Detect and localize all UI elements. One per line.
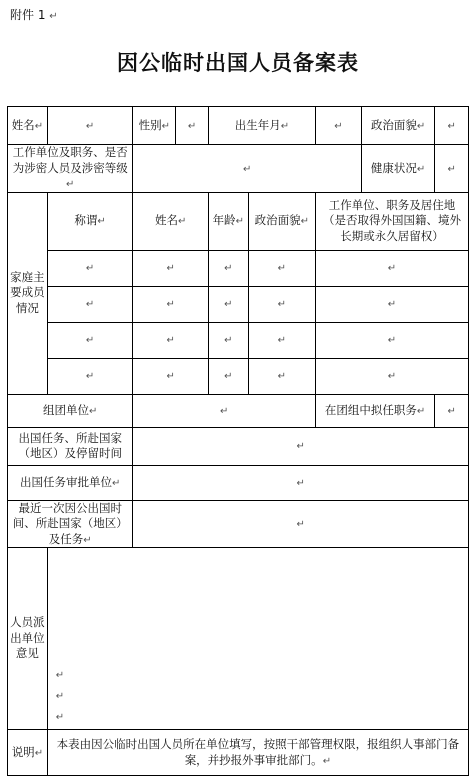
family-cell[interactable]: ↵ <box>47 322 133 358</box>
family-cell[interactable]: ↵ <box>208 250 248 286</box>
family-row <box>8 286 469 322</box>
group-unit-label: 组团单位↵ <box>8 394 133 427</box>
group-position-label: 在团组中拟任职务↵ <box>315 394 434 427</box>
family-cell[interactable]: ↵ <box>248 322 315 358</box>
opinion-field[interactable]: ↵ ↵ ↵ <box>47 548 468 730</box>
gender-label: 性别↵ <box>133 107 176 145</box>
attachment-label: 附件 1 ↵ <box>10 8 58 22</box>
family-header-name: 姓名↵ <box>133 192 208 250</box>
birth-field[interactable]: ↵ <box>315 107 361 145</box>
family-cell[interactable]: ↵ <box>248 358 315 394</box>
birth-label: 出生年月↵ <box>208 107 315 145</box>
family-cell[interactable]: ↵ <box>208 286 248 322</box>
family-cell[interactable]: ↵ <box>248 286 315 322</box>
opinion-label: 人员派出单位意见 <box>8 548 48 730</box>
family-cell[interactable]: ↵ <box>133 286 208 322</box>
work-label: 工作单位及职务、是否为涉密人员及涉密等级↵ <box>8 145 133 193</box>
health-field[interactable]: ↵ <box>435 145 469 193</box>
family-header-work: 工作单位、职务及居住地（是否取得外国国籍、境外长期或永久居留权） <box>315 192 468 250</box>
family-cell[interactable]: ↵ <box>315 358 468 394</box>
family-cell[interactable]: ↵ <box>133 250 208 286</box>
family-cell[interactable]: ↵ <box>315 250 468 286</box>
note-label: 说明↵ <box>8 730 48 776</box>
family-row <box>8 250 469 286</box>
work-field[interactable]: ↵ <box>133 145 361 193</box>
name-field[interactable]: ↵ <box>47 107 133 145</box>
gender-field[interactable]: ↵ <box>176 107 209 145</box>
approval-field[interactable]: ↵ <box>133 465 469 500</box>
name-label: 姓名↵ <box>8 107 48 145</box>
health-label: 健康状况↵ <box>361 145 434 193</box>
family-label: 家庭主要成员情况 <box>8 192 48 394</box>
family-header-appellation: 称谓↵ <box>47 192 133 250</box>
record-form <box>7 106 469 776</box>
family-row <box>8 358 469 394</box>
family-cell[interactable]: ↵ <box>208 358 248 394</box>
last-trip-field[interactable]: ↵ <box>133 500 469 548</box>
family-cell[interactable]: ↵ <box>208 322 248 358</box>
family-cell[interactable]: ↵ <box>133 358 208 394</box>
family-cell[interactable]: ↵ <box>315 286 468 322</box>
family-cell[interactable]: ↵ <box>133 322 208 358</box>
family-header-age: 年龄↵ <box>208 192 248 250</box>
family-cell[interactable]: ↵ <box>47 250 133 286</box>
last-trip-label: 最近一次因公出国时间、所赴国家（地区）及任务↵ <box>8 500 133 548</box>
approval-label: 出国任务审批单位↵ <box>8 465 133 500</box>
group-position-field[interactable]: ↵ <box>435 394 469 427</box>
family-header-politics: 政治面貌↵ <box>248 192 315 250</box>
family-cell[interactable]: ↵ <box>315 322 468 358</box>
form-title: 因公临时出国人员备案表 <box>117 51 359 75</box>
family-cell[interactable]: ↵ <box>47 358 133 394</box>
politics-label: 政治面貌↵ <box>361 107 434 145</box>
politics-field[interactable]: ↵ <box>435 107 469 145</box>
task-label: 出国任务、所赴国家（地区）及停留时间 <box>8 427 133 465</box>
family-row <box>8 322 469 358</box>
group-unit-field[interactable]: ↵ <box>133 394 316 427</box>
task-field[interactable]: ↵ <box>133 427 469 465</box>
family-cell[interactable]: ↵ <box>248 250 315 286</box>
note-text: 本表由因公临时出国人员所在单位填写，按照干部管理权限，报组织人事部门备案，并抄报外事审批部门。↵ <box>47 730 468 776</box>
family-cell[interactable]: ↵ <box>47 286 133 322</box>
